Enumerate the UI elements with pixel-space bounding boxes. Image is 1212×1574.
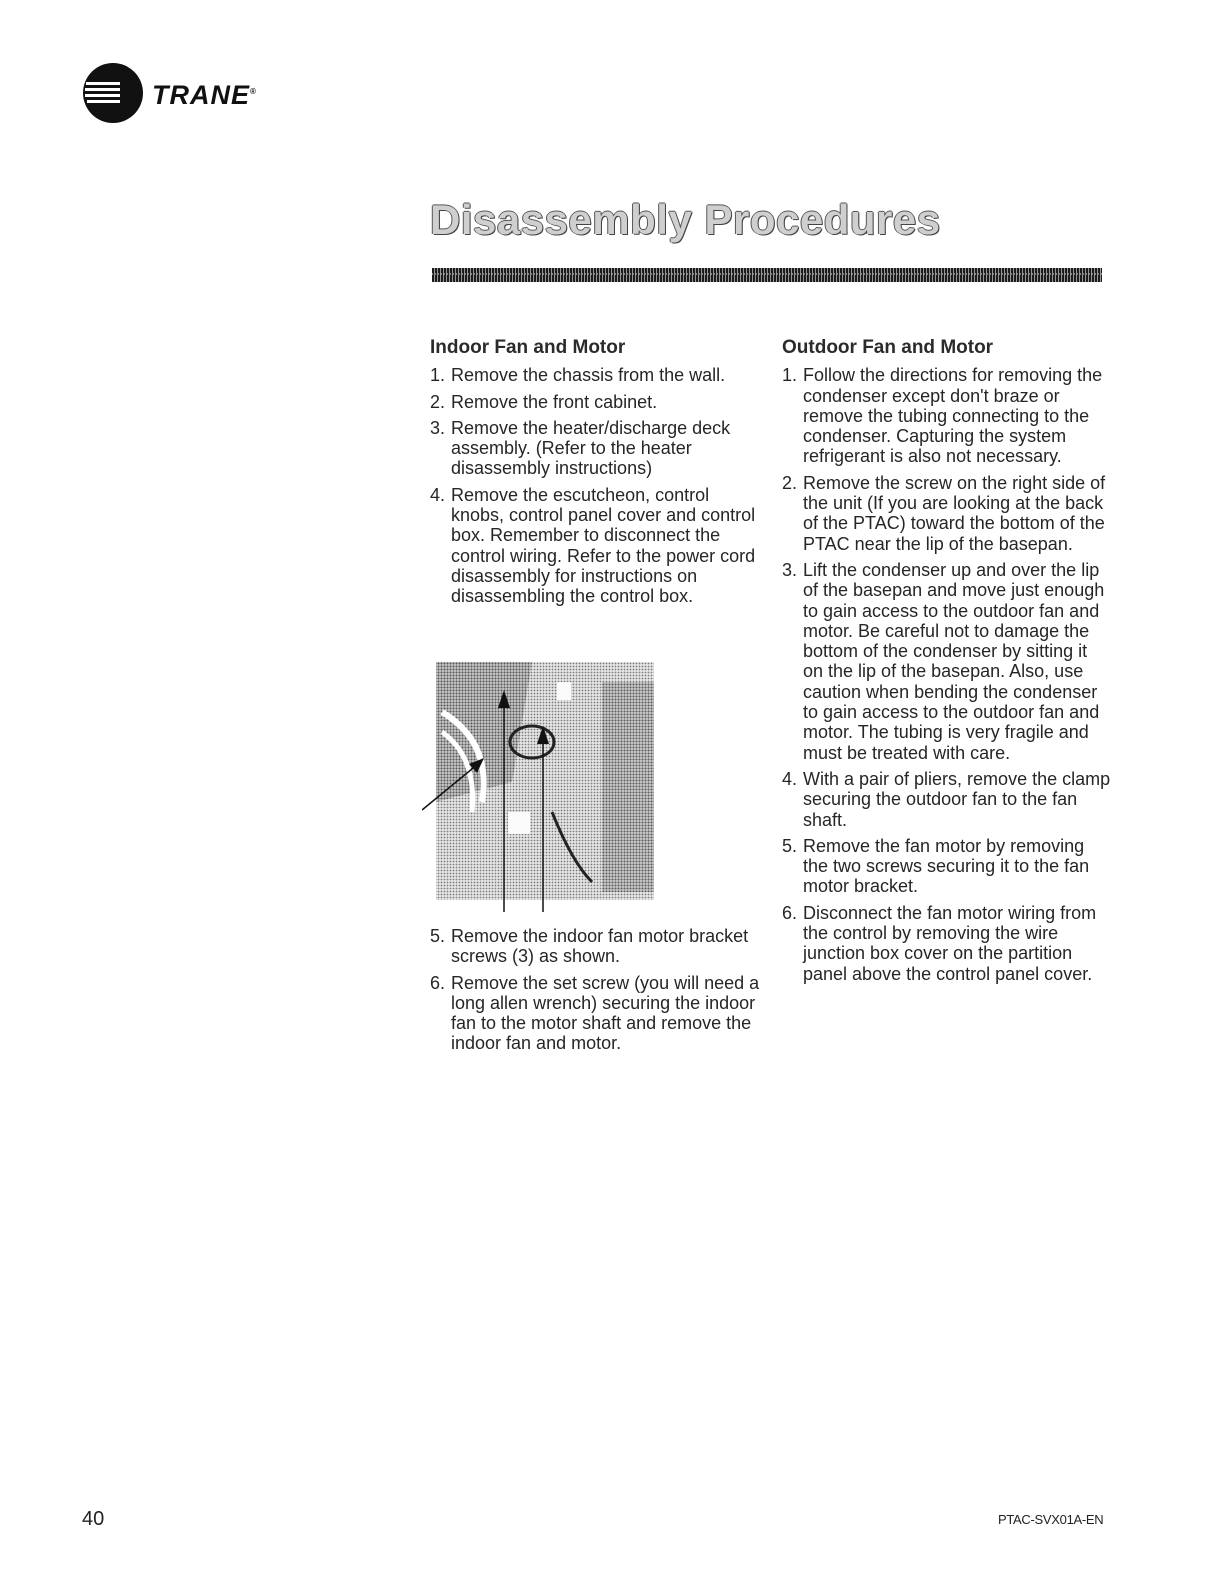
outdoor-section [782, 338, 1112, 990]
indoor-step: 5. Remove the indoor fan motor bracket screws (3) as shown. [430, 926, 749, 967]
outdoor-step: 5. Remove the fan motor by removing the two screws securing it to the fan motor bracket. [782, 835, 1090, 897]
indoor-step: 4. Remove the escutcheon, control knobs, control panel cover and control box. Remember to disconnect the control wiring. Refer to the power cord disassembly for instructions on disassembling the control box. [430, 484, 756, 607]
indoor-heading: Indoor Fan and Motor [430, 337, 626, 358]
outdoor-step: 3. Lift the condenser up and over the lip of the basepan and move just enough to gain access to the outdoor fan and motor. Be careful not to damage the bottom of the condenser by sitting it on the lip of the basepan. Also, use caution when bending the condenser to gain access to the outdoor fan and motor. The tubing is very fragile and must be treated with care. [782, 559, 1105, 763]
brand-wordmark: TRANE® [152, 80, 257, 110]
outdoor-steps-list [782, 365, 1112, 984]
trane-logo [82, 60, 322, 130]
indoor-steps-list-continued [430, 926, 760, 1054]
trane-globe-icon [82, 60, 144, 126]
title-rule [432, 268, 1102, 282]
outdoor-step: 1. Follow the directions for removing the condenser except don't braze or remove the tubing connecting to the condenser. Capturing the system refrigerant is also not necessary. [782, 365, 1103, 467]
indoor-step: 6. Remove the set screw (you will need a long allen wrench) securing the indoor fan to the motor shaft and remove the indoor fan and motor. [430, 972, 760, 1054]
page-title: Disassembly Procedures [430, 196, 941, 243]
indoor-fan-motor-photo [422, 662, 658, 912]
page-number: 40 [82, 1508, 105, 1530]
indoor-section [430, 338, 760, 613]
outdoor-step: 4. With a pair of pliers, remove the clamp securing the outdoor fan to the fan shaft. [782, 768, 1111, 830]
indoor-step: 1. Remove the chassis from the wall. [430, 365, 726, 386]
document-code: PTAC-SVX01A-EN [998, 1512, 1104, 1527]
indoor-step: 2. Remove the front cabinet. [430, 391, 658, 412]
indoor-section-continued [430, 926, 760, 1060]
indoor-step: 3. Remove the heater/discharge deck assembly. (Refer to the heater disassembly instructions) [430, 417, 731, 479]
outdoor-heading: Outdoor Fan and Motor [782, 337, 994, 358]
indoor-steps-list [430, 365, 760, 606]
outdoor-step: 2. Remove the screw on the right side of the unit (If you are looking at the back of the PTAC) toward the bottom of the PTAC near the lip of the basepan. [782, 472, 1106, 554]
outdoor-step: 6. Disconnect the fan motor wiring from the control by removing the wire junction box cover on the partition panel above the control panel cover. [782, 902, 1097, 984]
